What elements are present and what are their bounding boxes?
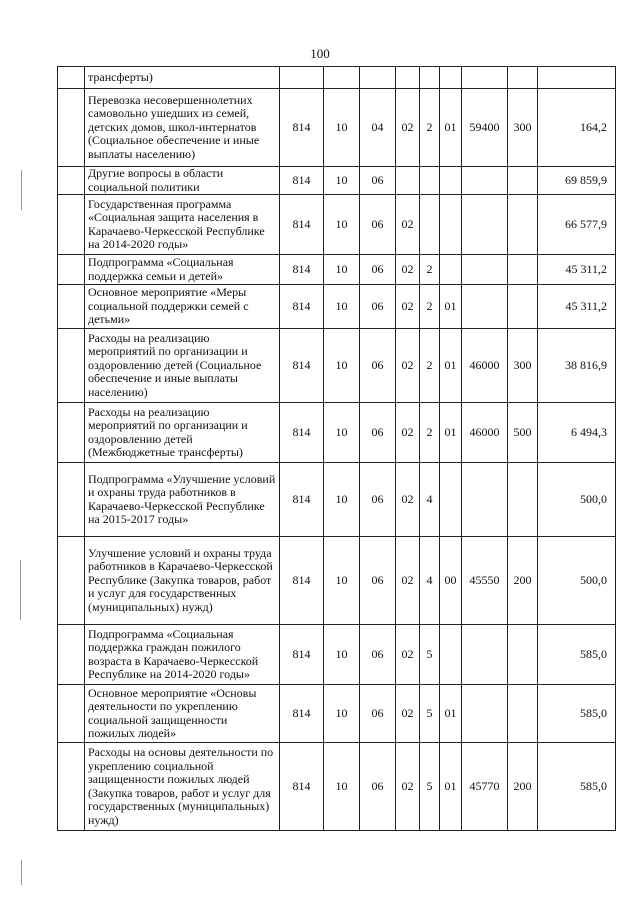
table-row	[58, 89, 616, 167]
description-cell: Улучшение условий и охраны труда работников в Карачаево-Черкесской Республике (Закупка товаров, работ и услуг для государственных (муниципальных) нужд)	[85, 537, 280, 625]
section-cell: 10	[324, 167, 360, 195]
subprogram-cell: 5	[420, 625, 440, 685]
program-cell: 02	[396, 625, 420, 685]
direction-cell	[462, 463, 508, 537]
description-cell: Другие вопросы в области социальной политики	[85, 167, 280, 195]
direction-cell: 59400	[462, 89, 508, 167]
margin-cell	[58, 285, 85, 329]
direction-cell	[462, 685, 508, 743]
amount-cell: 45 311,2	[538, 285, 616, 329]
event-cell: 00	[440, 537, 462, 625]
event-cell: 01	[440, 329, 462, 403]
section-cell: 10	[324, 403, 360, 463]
expense-type-cell: 500	[508, 403, 538, 463]
event-cell: 01	[440, 89, 462, 167]
description-cell: Основное мероприятие «Основы деятельности по укреплению социальной защищенности пожилых людей»	[85, 685, 280, 743]
admin-code-cell: 814	[280, 743, 324, 831]
margin-cell	[58, 463, 85, 537]
subsection-cell: 06	[360, 403, 396, 463]
event-cell: 01	[440, 685, 462, 743]
admin-code-cell: 814	[280, 167, 324, 195]
expense-type-cell: 200	[508, 537, 538, 625]
event-cell: 01	[440, 743, 462, 831]
direction-cell: 46000	[462, 329, 508, 403]
subprogram-cell	[420, 195, 440, 255]
scan-mark	[21, 170, 22, 210]
section-cell: 10	[324, 195, 360, 255]
subprogram-cell: 5	[420, 685, 440, 743]
program-cell: 02	[396, 463, 420, 537]
expense-type-cell	[508, 463, 538, 537]
program-cell: 02	[396, 89, 420, 167]
admin-code-cell: 814	[280, 285, 324, 329]
table-row	[58, 285, 616, 329]
event-cell: 01	[440, 285, 462, 329]
program-cell: 02	[396, 685, 420, 743]
table-row	[58, 255, 616, 285]
description-cell: трансферты)	[85, 67, 280, 89]
subsection-cell: 06	[360, 625, 396, 685]
subprogram-cell: 2	[420, 285, 440, 329]
margin-cell	[58, 167, 85, 195]
expense-type-cell	[508, 685, 538, 743]
program-cell	[396, 167, 420, 195]
direction-cell: 46000	[462, 403, 508, 463]
section-cell: 10	[324, 625, 360, 685]
amount-cell: 66 577,9	[538, 195, 616, 255]
table-row	[58, 195, 616, 255]
subprogram-cell	[420, 67, 440, 89]
amount-cell: 500,0	[538, 463, 616, 537]
subprogram-cell: 2	[420, 89, 440, 167]
admin-code-cell: 814	[280, 537, 324, 625]
description-cell: Перевозка несовершеннолетних самовольно ушедших из семей, детских домов, школ-интернатов (Социальное обеспечение и иные выплаты населению)	[85, 89, 280, 167]
event-cell	[440, 67, 462, 89]
expense-type-cell: 200	[508, 743, 538, 831]
budget-table	[57, 66, 616, 831]
section-cell: 10	[324, 463, 360, 537]
margin-cell	[58, 89, 85, 167]
amount-cell: 500,0	[538, 537, 616, 625]
event-cell	[440, 167, 462, 195]
subsection-cell: 06	[360, 195, 396, 255]
subsection-cell: 06	[360, 285, 396, 329]
admin-code-cell: 814	[280, 195, 324, 255]
direction-cell	[462, 195, 508, 255]
direction-cell: 45770	[462, 743, 508, 831]
section-cell: 10	[324, 255, 360, 285]
event-cell	[440, 625, 462, 685]
table-row	[58, 167, 616, 195]
section-cell: 10	[324, 537, 360, 625]
event-cell	[440, 463, 462, 537]
admin-code-cell: 814	[280, 329, 324, 403]
program-cell: 02	[396, 255, 420, 285]
table-row	[58, 743, 616, 831]
event-cell	[440, 195, 462, 255]
direction-cell	[462, 625, 508, 685]
section-cell: 10	[324, 89, 360, 167]
amount-cell: 585,0	[538, 743, 616, 831]
program-cell: 02	[396, 195, 420, 255]
scan-mark	[20, 560, 21, 620]
margin-cell	[58, 743, 85, 831]
program-cell: 02	[396, 537, 420, 625]
scan-mark	[21, 860, 22, 885]
description-cell: Расходы на основы деятельности по укреплению социальной защищенности пожилых людей (Закупка товаров, работ и услуг для государственных (муниципальных) нужд)	[85, 743, 280, 831]
margin-cell	[58, 195, 85, 255]
subsection-cell: 06	[360, 685, 396, 743]
page-number: 100	[310, 46, 330, 61]
margin-cell	[58, 329, 85, 403]
subprogram-cell: 4	[420, 463, 440, 537]
expense-type-cell: 300	[508, 329, 538, 403]
description-cell: Подпрограмма «Улучшение условий и охраны труда работников в Карачаево-Черкесской Республике на 2015-2017 годы»	[85, 463, 280, 537]
description-cell: Расходы на реализацию мероприятий по организации и оздоровлению детей (Межбюджетные трансферты)	[85, 403, 280, 463]
admin-code-cell: 814	[280, 403, 324, 463]
subsection-cell: 06	[360, 329, 396, 403]
expense-type-cell: 300	[508, 89, 538, 167]
description-cell: Подпрограмма «Социальная поддержка семьи и детей»	[85, 255, 280, 285]
section-cell	[324, 67, 360, 89]
event-cell	[440, 255, 462, 285]
margin-cell	[58, 403, 85, 463]
admin-code-cell: 814	[280, 463, 324, 537]
amount-cell: 69 859,9	[538, 167, 616, 195]
description-cell: Расходы на реализацию мероприятий по организации и оздоровлению детей (Социальное обеспечение и иные выплаты населению)	[85, 329, 280, 403]
section-cell: 10	[324, 743, 360, 831]
subprogram-cell: 2	[420, 403, 440, 463]
section-cell: 10	[324, 329, 360, 403]
event-cell: 01	[440, 403, 462, 463]
program-cell: 02	[396, 743, 420, 831]
margin-cell	[58, 255, 85, 285]
expense-type-cell	[508, 285, 538, 329]
section-cell: 10	[324, 285, 360, 329]
program-cell: 02	[396, 403, 420, 463]
table-row	[58, 329, 616, 403]
amount-cell	[538, 67, 616, 89]
admin-code-cell: 814	[280, 685, 324, 743]
subsection-cell: 06	[360, 463, 396, 537]
subprogram-cell: 2	[420, 255, 440, 285]
margin-cell	[58, 537, 85, 625]
table-row	[58, 537, 616, 625]
subprogram-cell: 2	[420, 329, 440, 403]
description-cell: Государственная программа «Социальная защита населения в Карачаево-Черкесской Республике на 2014-2020 годы»	[85, 195, 280, 255]
description-cell: Подпрограмма «Социальная поддержка граждан пожилого возраста в Карачаево-Черкесской Республике на 2014-2020 годы»	[85, 625, 280, 685]
subsection-cell: 06	[360, 537, 396, 625]
subsection-cell: 06	[360, 255, 396, 285]
subprogram-cell	[420, 167, 440, 195]
amount-cell: 164,2	[538, 89, 616, 167]
expense-type-cell	[508, 195, 538, 255]
margin-cell	[58, 685, 85, 743]
direction-cell	[462, 167, 508, 195]
section-cell: 10	[324, 685, 360, 743]
admin-code-cell: 814	[280, 625, 324, 685]
table-row	[58, 625, 616, 685]
margin-cell	[58, 67, 85, 89]
table-row	[58, 67, 616, 89]
program-cell	[396, 67, 420, 89]
admin-code-cell: 814	[280, 255, 324, 285]
expense-type-cell	[508, 255, 538, 285]
direction-cell: 45550	[462, 537, 508, 625]
table-row	[58, 463, 616, 537]
program-cell: 02	[396, 285, 420, 329]
admin-code-cell: 814	[280, 89, 324, 167]
table-row	[58, 685, 616, 743]
direction-cell	[462, 255, 508, 285]
subprogram-cell: 4	[420, 537, 440, 625]
direction-cell	[462, 285, 508, 329]
amount-cell: 45 311,2	[538, 255, 616, 285]
amount-cell: 585,0	[538, 685, 616, 743]
table-body	[58, 67, 616, 831]
subsection-cell: 06	[360, 743, 396, 831]
program-cell: 02	[396, 329, 420, 403]
subsection-cell	[360, 67, 396, 89]
expense-type-cell	[508, 625, 538, 685]
expense-type-cell	[508, 67, 538, 89]
margin-cell	[58, 625, 85, 685]
subsection-cell: 06	[360, 167, 396, 195]
expense-type-cell	[508, 167, 538, 195]
subsection-cell: 04	[360, 89, 396, 167]
amount-cell: 585,0	[538, 625, 616, 685]
amount-cell: 6 494,3	[538, 403, 616, 463]
direction-cell	[462, 67, 508, 89]
table-row	[58, 403, 616, 463]
amount-cell: 38 816,9	[538, 329, 616, 403]
subprogram-cell: 5	[420, 743, 440, 831]
admin-code-cell	[280, 67, 324, 89]
description-cell: Основное мероприятие «Меры социальной поддержки семей с детьми»	[85, 285, 280, 329]
